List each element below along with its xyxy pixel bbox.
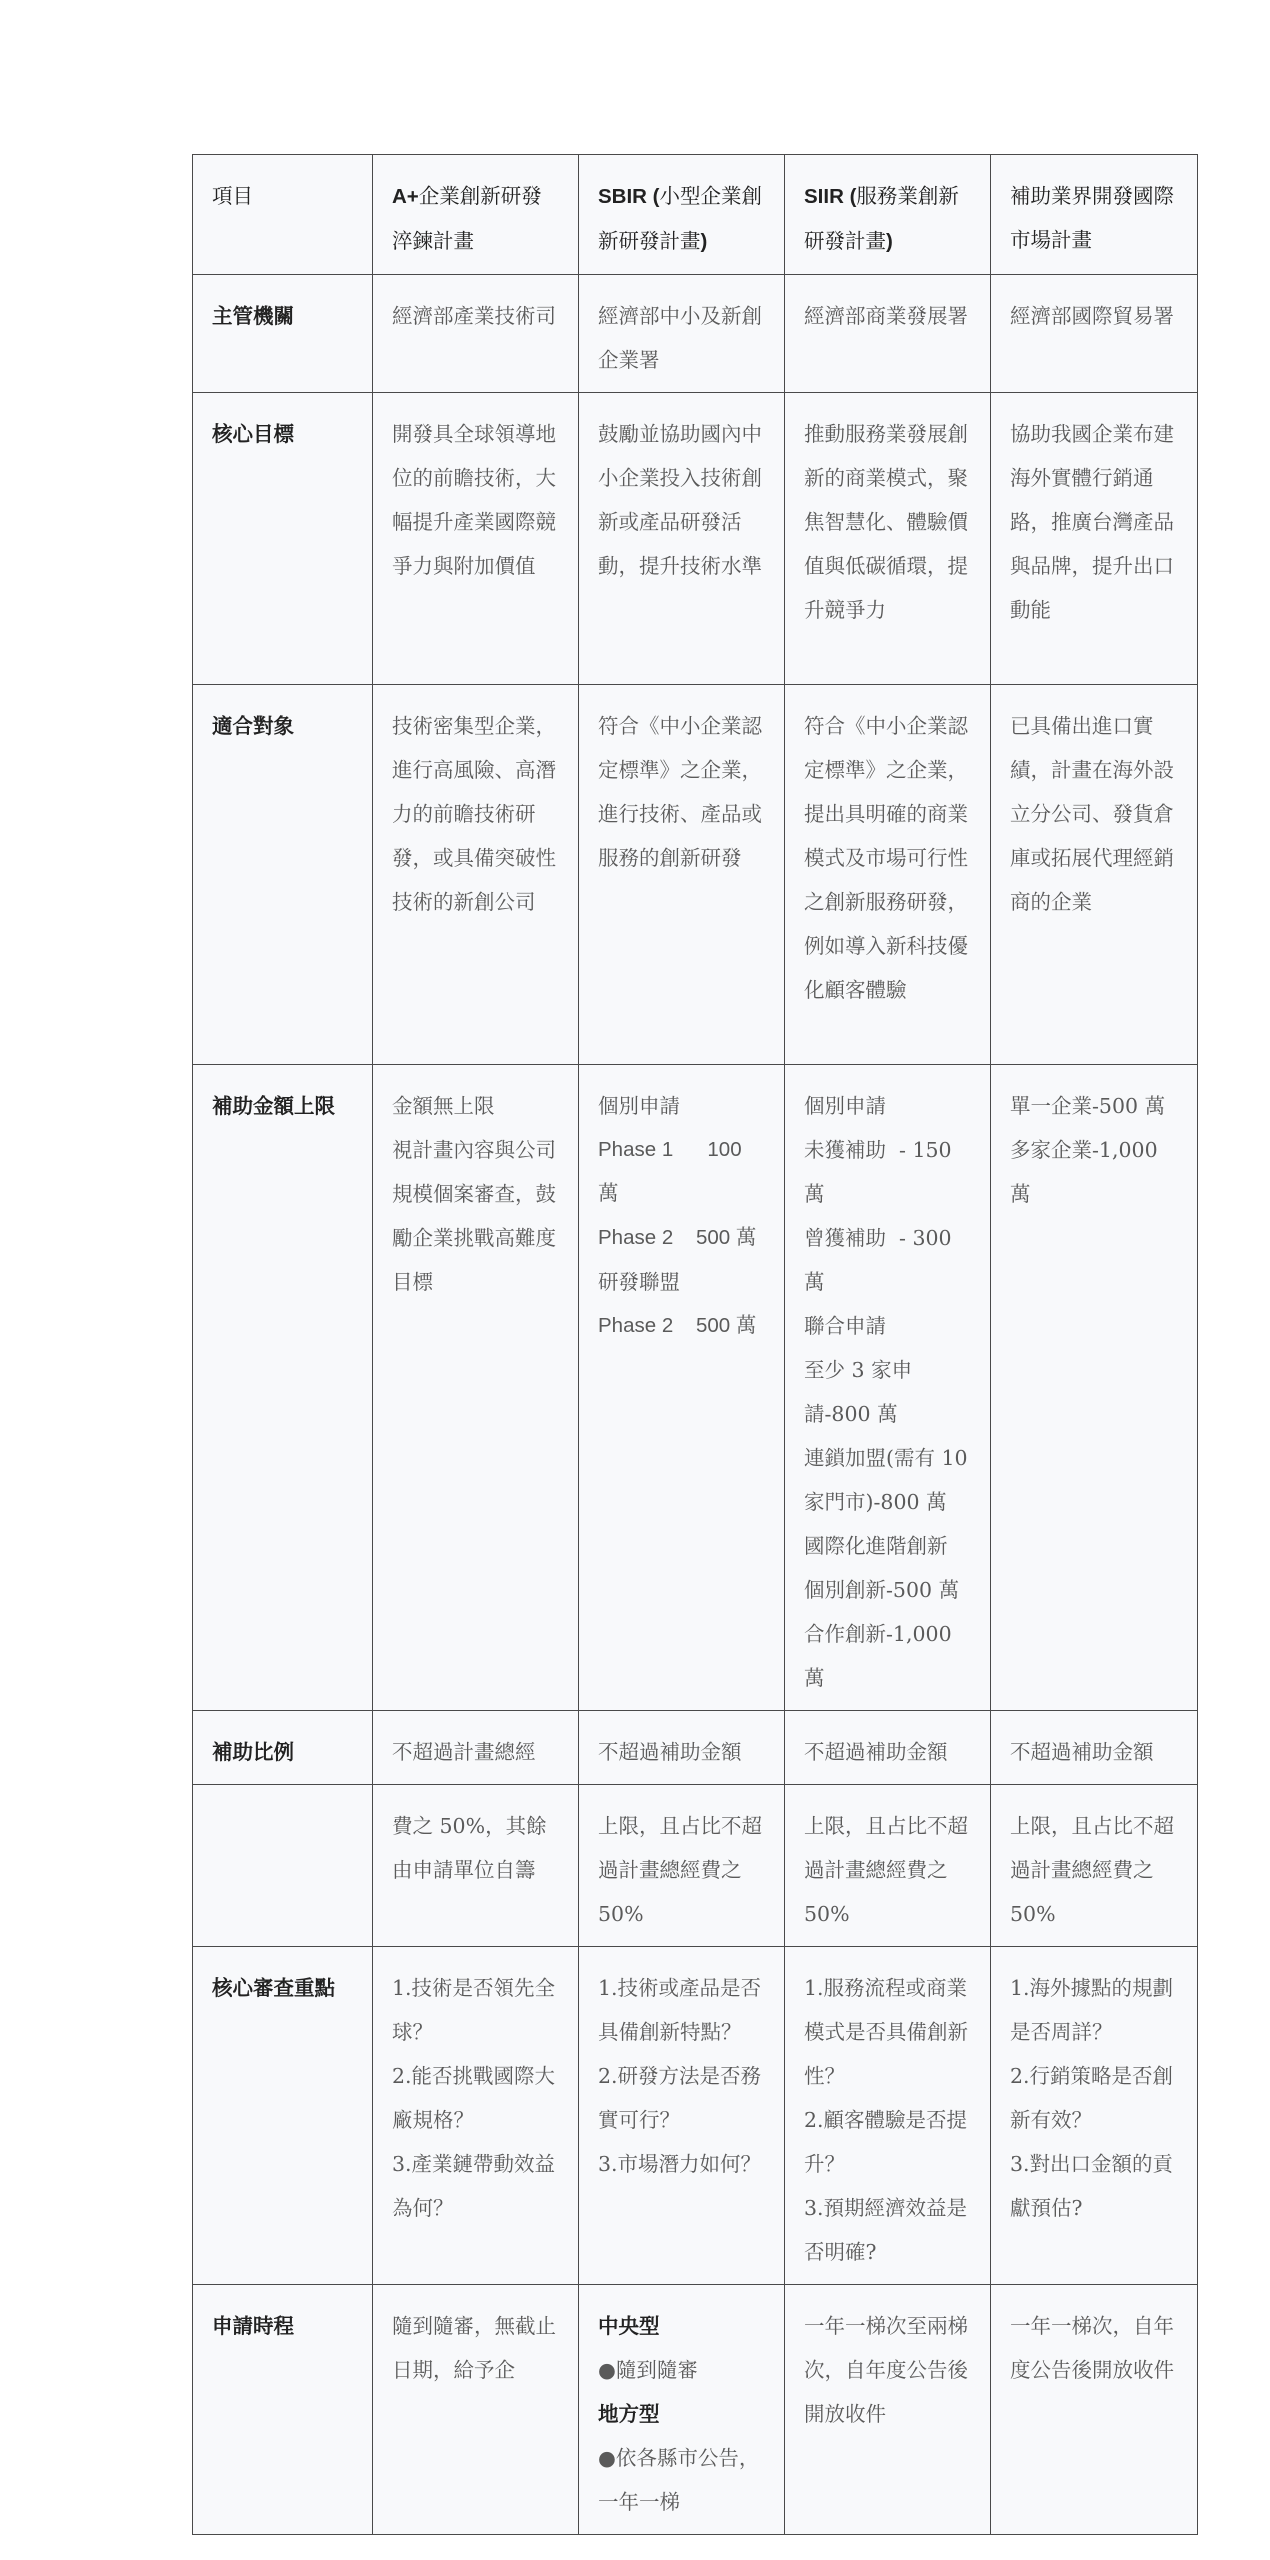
review-item: 3.對出口金額的貢獻預估? [1010,2152,1174,2220]
cell-siir: 符合《中小企業認定標準》之企業，提出具明確的商業模式及市場可行性之創新服務研發，例如導入新科技優化顧客體驗 [785,685,991,1065]
cell-siir: 經濟部商業發展署 [785,275,991,393]
amount-line: 未獲補助 - 150 萬 [804,1138,959,1206]
review-item: 1.服務流程或商業模式是否具備創新性？ [804,1976,968,2088]
header-row [193,155,1198,275]
cell-aplus [373,1947,579,2285]
row-amount [193,1065,1198,1711]
cell-intl: 一年一梯次，自年度公告後開放收件 [991,2285,1198,2535]
amount-line: 個別創新-500 萬 [804,1578,960,1602]
amount-line: 單一企業-500 萬 [1010,1094,1166,1118]
row-target [193,685,1198,1065]
cell-sbir [579,1065,785,1711]
cell-siir: 一年一梯次至兩梯次，自年度公告後開放收件 [785,2285,991,2535]
amount-line: 多家企業-1,000 萬 [1010,1138,1165,1206]
amount-line: Phase 2 500 萬 [598,1226,757,1249]
amount-line: 個別申請 [804,1094,886,1118]
cell-sbir: 經濟部中小及新創企業署 [579,275,785,393]
cell-sbir: 上限，且占比不超過計畫總經費之 50% [579,1785,785,1947]
row-schedule [193,2285,1198,2535]
amount-line: 合作創新-1,000 萬 [804,1622,959,1690]
cell-aplus [373,1065,579,1711]
header-item: 項目 [193,155,373,275]
cell-aplus: 技術密集型企業，進行高風險、高潛力的前瞻技術研發，或具備突破性技術的新創公司 [373,685,579,1065]
cell-aplus: 開發具全球領導地位的前瞻技術，大幅提升產業國際競爭力與附加價值 [373,393,579,685]
cell-sbir: 不超過補助金額 [579,1711,785,1785]
cell-aplus: 費之 50%，其餘由申請單位自籌 [373,1785,579,1947]
cell-sbir [579,1947,785,2285]
row-label: 適合對象 [193,685,373,1065]
schedule-local-item: ●依各縣市公告，一年一梯 [598,2446,760,2514]
cell-sbir: 符合《中小企業認定標準》之企業，進行技術、產品或服務的創新研發 [579,685,785,1065]
schedule-central-label: 中央型 [598,2314,660,2338]
header-intl: 補助業界開發國際市場計畫 [991,155,1198,275]
row-agency [193,275,1198,393]
amount-line: 視計畫內容與公司規模個案審查，鼓勵企業挑戰高難度目標 [392,1138,556,1294]
row-ratio [193,1711,1198,1785]
review-item: 2.能否挑戰國際大廠規格？ [392,2064,556,2132]
review-item: 3.產業鏈帶動效益為何？ [392,2152,556,2220]
row-label: 申請時程 [193,2285,373,2535]
cell-siir [785,1947,991,2285]
amount-line: Phase 2 500 萬 [598,1314,757,1337]
schedule-central-item: ●隨到隨審 [598,2358,698,2382]
review-item: 1.海外據點的規劃是否周詳？ [1010,1976,1174,2044]
amount-line: 連鎖加盟(需有 10 家門市)-800 萬 [804,1446,975,1514]
review-item: 2.行銷策略是否創新有效？ [1010,2064,1174,2132]
cell-sbir: 鼓勵並協助國內中小企業投入技術創新或產品研發活動，提升技術水準 [579,393,785,685]
cell-siir: 推動服務業發展創新的商業模式，聚焦智慧化、體驗價值與低碳循環，提升競爭力 [785,393,991,685]
row-label: 核心目標 [193,393,373,685]
row-goal [193,393,1198,685]
header-aplus: A+企業創新研發淬鍊計畫 [373,155,579,275]
amount-line: 聯合申請 [804,1314,886,1338]
row-label: 核心審查重點 [193,1947,373,2285]
cell-intl: 已具備出進口實績，計畫在海外設立分公司、發貨倉庫或拓展代理經銷商的企業 [991,685,1198,1065]
review-item: 2.顧客體驗是否提升？ [804,2108,968,2176]
cell-intl [991,1065,1198,1711]
row-label: 主管機關 [193,275,373,393]
amount-line: 研發聯盟 [598,1270,680,1294]
cell-siir: 上限，且占比不超過計畫總經費之 50% [785,1785,991,1947]
header-sbir: SBIR (小型企業創新研發計畫) [579,155,785,275]
cell-aplus: 不超過計畫總經 [373,1711,579,1785]
amount-line: 至少 3 家申請-800 萬 [804,1358,913,1426]
cell-aplus: 經濟部產業技術司 [373,275,579,393]
cell-intl: 上限，且占比不超過計畫總經費之 50% [991,1785,1198,1947]
header-siir: SIIR (服務業創新研發計畫) [785,155,991,275]
amount-line: 曾獲補助 - 300 萬 [804,1226,959,1294]
review-item: 3.市場潛力如何？ [598,2152,762,2176]
cell-intl: 不超過補助金額 [991,1711,1198,1785]
cell-intl [991,1947,1198,2285]
cell-siir [785,1065,991,1711]
review-item: 1.技術或產品是否具備創新特點？ [598,1976,762,2044]
row-review [193,1947,1198,2285]
schedule-local-label: 地方型 [598,2402,660,2426]
amount-line: Phase 1 100 萬 [598,1138,748,1205]
cell-aplus: 隨到隨審，無截止日期，給予企 [373,2285,579,2535]
review-item: 3.預期經濟效益是否明確? [804,2196,968,2264]
review-item: 1.技術是否領先全球？ [392,1976,556,2044]
row-label [193,1785,373,1947]
comparison-table [192,154,1198,2535]
cell-siir: 不超過補助金額 [785,1711,991,1785]
review-item: 2.研發方法是否務實可行？ [598,2064,762,2132]
cell-sbir [579,2285,785,2535]
amount-line: 國際化進階創新 [804,1534,948,1558]
row-label: 補助金額上限 [193,1065,373,1711]
row-label: 補助比例 [193,1711,373,1785]
amount-line: 金額無上限 [392,1094,495,1118]
cell-intl: 經濟部國際貿易署 [991,275,1198,393]
amount-line: 個別申請 [598,1094,680,1118]
row-ratio-cont [193,1785,1198,1947]
cell-intl: 協助我國企業布建海外實體行銷通路，推廣台灣產品與品牌，提升出口動能 [991,393,1198,685]
